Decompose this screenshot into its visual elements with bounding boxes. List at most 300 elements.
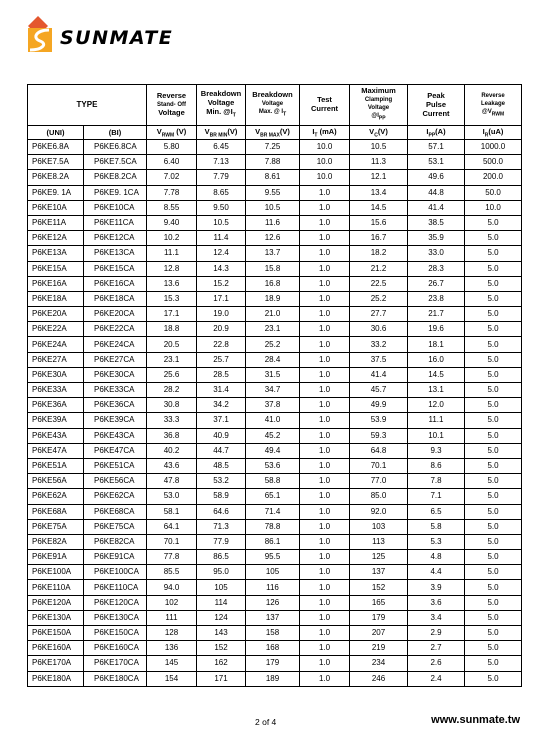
ipp-cell: 49.6 <box>408 170 465 185</box>
it-cell: 1.0 <box>300 519 350 534</box>
it-cell: 1.0 <box>300 474 350 489</box>
it-cell: 1.0 <box>300 337 350 352</box>
uni-part: P6KE16A <box>28 276 84 291</box>
vbrmin-cell: 28.5 <box>197 367 246 382</box>
ipp-cell: 35.9 <box>408 231 465 246</box>
it-cell: 1.0 <box>300 595 350 610</box>
vc-cell: 179 <box>350 610 408 625</box>
unit-sym: V <box>369 126 375 136</box>
table-row <box>28 398 522 413</box>
header-row <box>28 85 522 126</box>
vbrmin-cell: 6.45 <box>197 140 246 155</box>
uni-part: P6KE100A <box>28 565 84 580</box>
vbrmin-cell: 58.9 <box>197 489 246 504</box>
vrwm-cell: 53.0 <box>147 489 197 504</box>
ipp-cell: 2.9 <box>408 626 465 641</box>
vc-cell: 125 <box>350 550 408 565</box>
hdr-line: Current <box>310 104 339 113</box>
uni-part: P6KE13A <box>28 246 84 261</box>
website-link[interactable]: www.sunmate.tw <box>431 714 520 726</box>
bi-part: P6KE120CA <box>84 595 147 610</box>
sunmate-logo <box>22 14 202 54</box>
table-row <box>28 641 522 656</box>
hdr-line: Voltage <box>207 98 235 108</box>
vbrmax-cell: 158 <box>246 626 300 641</box>
it-cell: 1.0 <box>300 200 350 215</box>
ipp-cell: 4.8 <box>408 550 465 565</box>
ir-cell: 500.0 <box>465 155 522 170</box>
vrwm-cell: 58.1 <box>147 504 197 519</box>
ipp-cell: 19.6 <box>408 322 465 337</box>
bi-part: P6KE9. 1CA <box>84 185 147 200</box>
uni-part: P6KE51A <box>28 458 84 473</box>
it-cell: 1.0 <box>300 656 350 671</box>
ipp-cell: 18.1 <box>408 337 465 352</box>
uni-part: P6KE20A <box>28 307 84 322</box>
vc-cell: 13.4 <box>350 185 408 200</box>
vrwm-cell: 20.5 <box>147 337 197 352</box>
table-row <box>28 550 522 565</box>
ipp-cell: 9.3 <box>408 443 465 458</box>
table-row <box>28 504 522 519</box>
vc-cell: 113 <box>350 534 408 549</box>
uni-part: P6KE130A <box>28 610 84 625</box>
bi-part: P6KE36CA <box>84 398 147 413</box>
unit-txt: (mA) <box>317 126 337 136</box>
ipp-unit <box>408 126 465 140</box>
vbrmin-cell: 31.4 <box>197 383 246 398</box>
vbrmax-cell: 15.8 <box>246 261 300 276</box>
reverse-standoff-header <box>147 85 197 126</box>
vbrmin-cell: 7.13 <box>197 155 246 170</box>
vbrmax-cell: 95.5 <box>246 550 300 565</box>
hdr-line: Leakage <box>480 100 505 107</box>
table-row <box>28 367 522 382</box>
unit-sym: I <box>482 126 485 136</box>
it-cell: 10.0 <box>300 155 350 170</box>
hdr-line: Test <box>317 95 332 104</box>
bi-part: P6KE56CA <box>84 474 147 489</box>
hdr-line: @I <box>371 113 379 120</box>
vc-cell: 59.3 <box>350 428 408 443</box>
vbrmin-cell: 25.7 <box>197 352 246 367</box>
unit-sym: V <box>255 126 261 136</box>
bi-part: P6KE13CA <box>84 246 147 261</box>
logo-wordmark: SUNMATE <box>60 27 174 49</box>
vc-cell: 85.0 <box>350 489 408 504</box>
vbrmax-cell: 11.6 <box>246 215 300 230</box>
vrwm-cell: 145 <box>147 656 197 671</box>
bi-part: P6KE33CA <box>84 383 147 398</box>
vrwm-cell: 15.3 <box>147 291 197 306</box>
vc-cell: 41.4 <box>350 367 408 382</box>
bi-part: P6KE180CA <box>84 671 147 686</box>
ipp-cell: 5.8 <box>408 519 465 534</box>
it-cell: 1.0 <box>300 489 350 504</box>
ir-cell: 5.0 <box>465 550 522 565</box>
uni-part: P6KE56A <box>28 474 84 489</box>
hdr-line: Peak <box>427 90 445 100</box>
uni-part: P6KE62A <box>28 489 84 504</box>
unit-sym: I <box>312 126 315 136</box>
bi-part: P6KE160CA <box>84 641 147 656</box>
table-row <box>28 519 522 534</box>
vc-cell: 10.5 <box>350 140 408 155</box>
bi-part: P6KE27CA <box>84 352 147 367</box>
table-row <box>28 337 522 352</box>
ir-cell: 5.0 <box>465 276 522 291</box>
ir-cell: 5.0 <box>465 595 522 610</box>
vc-cell: 12.1 <box>350 170 408 185</box>
vbrmin-cell: 114 <box>197 595 246 610</box>
vc-cell: 103 <box>350 519 408 534</box>
ipp-cell: 28.3 <box>408 261 465 276</box>
hdr-line: Max. @ I <box>258 109 284 116</box>
it-cell: 1.0 <box>300 641 350 656</box>
hdr-line: Min. @I <box>206 107 233 117</box>
ipp-cell: 13.1 <box>408 383 465 398</box>
it-cell: 1.0 <box>300 383 350 398</box>
it-cell: 1.0 <box>300 352 350 367</box>
vrwm-cell: 6.40 <box>147 155 197 170</box>
uni-part: P6KE170A <box>28 656 84 671</box>
bi-part: P6KE110CA <box>84 580 147 595</box>
unit-sub: RWM <box>161 132 175 139</box>
vrwm-cell: 77.8 <box>147 550 197 565</box>
ir-cell: 5.0 <box>465 474 522 489</box>
table-row <box>28 489 522 504</box>
ir-cell: 5.0 <box>465 443 522 458</box>
vbrmin-cell: 40.9 <box>197 428 246 443</box>
table-row <box>28 534 522 549</box>
table-row <box>28 565 522 580</box>
vbrmax-cell: 53.6 <box>246 458 300 473</box>
vbrmin-cell: 19.0 <box>197 307 246 322</box>
bi-part: P6KE30CA <box>84 367 147 382</box>
vrwm-cell: 102 <box>147 595 197 610</box>
hdr-sub: RWM <box>491 111 505 118</box>
vrwm-cell: 17.1 <box>147 307 197 322</box>
vbrmax-cell: 9.55 <box>246 185 300 200</box>
vc-cell: 92.0 <box>350 504 408 519</box>
ipp-cell: 14.5 <box>408 367 465 382</box>
vc-cell: 246 <box>350 671 408 686</box>
vbrmin-cell: 152 <box>197 641 246 656</box>
peak-pulse-header <box>408 85 465 126</box>
it-cell: 1.0 <box>300 534 350 549</box>
vbrmax-cell: 25.2 <box>246 337 300 352</box>
ir-cell: 5.0 <box>465 565 522 580</box>
bi-part: P6KE75CA <box>84 519 147 534</box>
uni-part: P6KE91A <box>28 550 84 565</box>
bi-part: P6KE11CA <box>84 215 147 230</box>
ir-cell: 5.0 <box>465 231 522 246</box>
vrwm-cell: 18.8 <box>147 322 197 337</box>
sunmate-logo-icon <box>22 14 202 54</box>
vc-cell: 21.2 <box>350 261 408 276</box>
vbrmin-cell: 9.50 <box>197 200 246 215</box>
vbrmin-cell: 7.79 <box>197 170 246 185</box>
ipp-cell: 4.4 <box>408 565 465 580</box>
ipp-cell: 38.5 <box>408 215 465 230</box>
hdr-line: Stand- Off <box>157 102 186 108</box>
ipp-cell: 7.8 <box>408 474 465 489</box>
bi-part: P6KE51CA <box>84 458 147 473</box>
uni-part: P6KE120A <box>28 595 84 610</box>
vbrmin-cell: 64.6 <box>197 504 246 519</box>
vbrmax-cell: 16.8 <box>246 276 300 291</box>
uni-part: P6KE68A <box>28 504 84 519</box>
it-cell: 1.0 <box>300 215 350 230</box>
hdr-line: Maximum <box>361 86 396 96</box>
it-cell: 10.0 <box>300 170 350 185</box>
vbrmax-cell: 37.8 <box>246 398 300 413</box>
uni-part: P6KE150A <box>28 626 84 641</box>
vbrmax-cell: 8.61 <box>246 170 300 185</box>
ipp-cell: 3.4 <box>408 610 465 625</box>
vrwm-cell: 12.8 <box>147 261 197 276</box>
vbrmax-cell: 65.1 <box>246 489 300 504</box>
vbrmax-unit <box>246 126 300 140</box>
test-current-header <box>300 85 350 126</box>
ir-cell: 5.0 <box>465 504 522 519</box>
vbrmin-cell: 44.7 <box>197 443 246 458</box>
unit-txt: (V) <box>174 126 187 136</box>
ir-cell: 5.0 <box>465 641 522 656</box>
vbrmin-cell: 20.9 <box>197 322 246 337</box>
hdr-sub: T <box>283 111 287 118</box>
vbrmax-cell: 18.9 <box>246 291 300 306</box>
bi-part: P6KE130CA <box>84 610 147 625</box>
vbrmax-cell: 105 <box>246 565 300 580</box>
it-cell: 1.0 <box>300 458 350 473</box>
ir-cell: 200.0 <box>465 170 522 185</box>
ipp-cell: 21.7 <box>408 307 465 322</box>
ipp-cell: 10.1 <box>408 428 465 443</box>
vrwm-cell: 33.3 <box>147 413 197 428</box>
bi-part: P6KE7.5CA <box>84 155 147 170</box>
units-row <box>28 126 522 140</box>
vc-cell: 165 <box>350 595 408 610</box>
vbrmax-cell: 23.1 <box>246 322 300 337</box>
vbrmin-cell: 71.3 <box>197 519 246 534</box>
table-row <box>28 656 522 671</box>
hdr-line: Pulse <box>425 99 446 109</box>
vc-cell: 11.3 <box>350 155 408 170</box>
vbrmax-cell: 10.5 <box>246 200 300 215</box>
unit-txt: (V) <box>377 126 388 136</box>
table-row <box>28 610 522 625</box>
uni-part: P6KE47A <box>28 443 84 458</box>
table-row <box>28 261 522 276</box>
uni-part: P6KE27A <box>28 352 84 367</box>
hdr-line: @V <box>481 108 492 115</box>
it-cell: 1.0 <box>300 504 350 519</box>
vbrmin-cell: 86.5 <box>197 550 246 565</box>
vbrmax-cell: 13.7 <box>246 246 300 261</box>
ipp-cell: 26.7 <box>408 276 465 291</box>
ipp-cell: 5.3 <box>408 534 465 549</box>
ir-cell: 50.0 <box>465 185 522 200</box>
table-row <box>28 383 522 398</box>
uni-part: P6KE22A <box>28 322 84 337</box>
vc-cell: 25.2 <box>350 291 408 306</box>
ipp-cell: 3.6 <box>408 595 465 610</box>
it-cell: 1.0 <box>300 398 350 413</box>
vc-cell: 77.0 <box>350 474 408 489</box>
vbrmin-cell: 10.5 <box>197 215 246 230</box>
ir-cell: 5.0 <box>465 671 522 686</box>
it-cell: 1.0 <box>300 231 350 246</box>
ipp-cell: 11.1 <box>408 413 465 428</box>
vrwm-cell: 94.0 <box>147 580 197 595</box>
vrwm-cell: 7.02 <box>147 170 197 185</box>
uni-part: P6KE110A <box>28 580 84 595</box>
unit-sym: V <box>156 126 162 136</box>
vbrmin-cell: 17.1 <box>197 291 246 306</box>
hdr-sub: T <box>232 112 236 119</box>
vbrmax-cell: 7.25 <box>246 140 300 155</box>
vrwm-cell: 47.8 <box>147 474 197 489</box>
unit-sym: I <box>426 126 429 136</box>
ir-cell: 10.0 <box>465 200 522 215</box>
uni-part: P6KE15A <box>28 261 84 276</box>
ir-cell: 5.0 <box>465 580 522 595</box>
ipp-cell: 57.1 <box>408 140 465 155</box>
hdr-line: Voltage <box>261 101 284 108</box>
vbrmin-cell: 143 <box>197 626 246 641</box>
spec-table <box>27 84 522 687</box>
vc-cell: 27.7 <box>350 307 408 322</box>
breakdown-max-header <box>246 85 300 126</box>
vc-cell: 137 <box>350 565 408 580</box>
it-cell: 1.0 <box>300 626 350 641</box>
bi-part: P6KE150CA <box>84 626 147 641</box>
table-row <box>28 185 522 200</box>
vrwm-cell: 11.1 <box>147 246 197 261</box>
vc-cell: 15.6 <box>350 215 408 230</box>
page-number: 2 of 4 <box>255 717 277 727</box>
ir-cell: 5.0 <box>465 398 522 413</box>
bi-part: P6KE68CA <box>84 504 147 519</box>
ir-cell: 5.0 <box>465 261 522 276</box>
vc-cell: 49.9 <box>350 398 408 413</box>
unit-sub: C <box>374 132 378 139</box>
vbrmax-cell: 71.4 <box>246 504 300 519</box>
bi-part: P6KE170CA <box>84 656 147 671</box>
vbrmax-cell: 28.4 <box>246 352 300 367</box>
ir-cell: 1000.0 <box>465 140 522 155</box>
it-cell: 1.0 <box>300 185 350 200</box>
breakdown-min-header <box>197 85 246 126</box>
ipp-cell: 53.1 <box>408 155 465 170</box>
bi-part: P6KE12CA <box>84 231 147 246</box>
unit-sub: R <box>484 132 489 139</box>
table-row <box>28 580 522 595</box>
ir-cell: 5.0 <box>465 428 522 443</box>
vbrmin-cell: 105 <box>197 580 246 595</box>
it-cell: 1.0 <box>300 367 350 382</box>
vrwm-cell: 85.5 <box>147 565 197 580</box>
vrwm-cell: 10.2 <box>147 231 197 246</box>
ir-cell: 5.0 <box>465 656 522 671</box>
type-header: TYPE <box>28 85 147 126</box>
uni-part: P6KE82A <box>28 534 84 549</box>
vrwm-cell: 7.78 <box>147 185 197 200</box>
vbrmax-cell: 189 <box>246 671 300 686</box>
ipp-cell: 2.6 <box>408 656 465 671</box>
table-row <box>28 458 522 473</box>
hdr-line: Voltage <box>367 105 390 112</box>
hdr-line: Reverse <box>156 91 187 100</box>
it-cell: 1.0 <box>300 291 350 306</box>
table-row <box>28 474 522 489</box>
vrwm-cell: 111 <box>147 610 197 625</box>
it-cell: 1.0 <box>300 580 350 595</box>
vrwm-cell: 128 <box>147 626 197 641</box>
uni-part: P6KE39A <box>28 413 84 428</box>
table-row <box>28 352 522 367</box>
vbrmax-cell: 168 <box>246 641 300 656</box>
it-cell: 1.0 <box>300 246 350 261</box>
unit-sub: PP <box>428 132 436 139</box>
table-row <box>28 231 522 246</box>
bi-part: P6KE43CA <box>84 428 147 443</box>
vbrmin-cell: 14.3 <box>197 261 246 276</box>
ipp-cell: 16.0 <box>408 352 465 367</box>
vc-cell: 22.5 <box>350 276 408 291</box>
ir-cell: 5.0 <box>465 458 522 473</box>
vbrmin-cell: 15.2 <box>197 276 246 291</box>
bi-part: P6KE91CA <box>84 550 147 565</box>
ipp-cell: 33.0 <box>408 246 465 261</box>
vrwm-cell: 23.1 <box>147 352 197 367</box>
ir-cell: 5.0 <box>465 215 522 230</box>
bi-part: P6KE16CA <box>84 276 147 291</box>
vbrmax-cell: 12.6 <box>246 231 300 246</box>
bi-unit: (BI) <box>84 126 147 140</box>
hdr-line: Clamping <box>364 97 393 104</box>
vbrmax-cell: 45.2 <box>246 428 300 443</box>
vbrmax-cell: 34.7 <box>246 383 300 398</box>
uni-part: P6KE8.2A <box>28 170 84 185</box>
vrwm-cell: 9.40 <box>147 215 197 230</box>
uni-unit: (UNI) <box>28 126 84 140</box>
table-row <box>28 428 522 443</box>
vrwm-cell: 70.1 <box>147 534 197 549</box>
it-cell: 1.0 <box>300 428 350 443</box>
uni-part: P6KE33A <box>28 383 84 398</box>
ir-unit <box>465 126 522 140</box>
ir-cell: 5.0 <box>465 626 522 641</box>
max-clamping-header <box>350 85 408 126</box>
vc-cell: 70.1 <box>350 458 408 473</box>
vrwm-cell: 64.1 <box>147 519 197 534</box>
table-row <box>28 246 522 261</box>
vc-cell: 152 <box>350 580 408 595</box>
ipp-cell: 7.1 <box>408 489 465 504</box>
it-cell: 1.0 <box>300 413 350 428</box>
bi-part: P6KE47CA <box>84 443 147 458</box>
ir-cell: 5.0 <box>465 367 522 382</box>
it-unit <box>300 126 350 140</box>
table-row <box>28 276 522 291</box>
uni-part: P6KE9. 1A <box>28 185 84 200</box>
ir-cell: 5.0 <box>465 246 522 261</box>
vrwm-cell: 25.6 <box>147 367 197 382</box>
uni-part: P6KE18A <box>28 291 84 306</box>
ipp-cell: 44.8 <box>408 185 465 200</box>
